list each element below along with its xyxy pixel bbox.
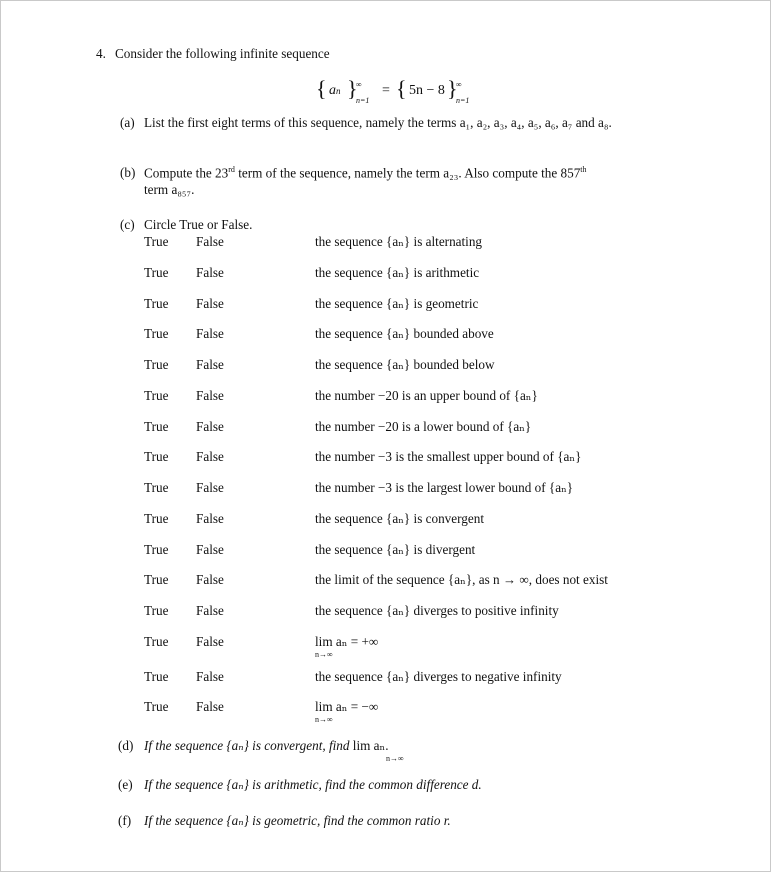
- true-option[interactable]: True: [144, 699, 169, 714]
- part-f-post: , find the common ratio r.: [317, 813, 451, 828]
- false-option[interactable]: False: [196, 296, 224, 311]
- statement-text: the sequence {aₙ} bounded above: [315, 326, 494, 341]
- true-option[interactable]: True: [144, 480, 169, 495]
- part-d-label: (d): [118, 738, 134, 753]
- statement-text: the number −20 is an upper bound of {aₙ}: [315, 388, 538, 403]
- true-option[interactable]: True: [144, 234, 169, 249]
- statement-text: the sequence {aₙ} bounded below: [315, 357, 495, 372]
- problem-intro: Consider the following infinite sequence: [115, 46, 330, 61]
- true-option[interactable]: True: [144, 388, 169, 403]
- false-option[interactable]: False: [196, 699, 224, 714]
- false-option[interactable]: False: [196, 449, 224, 464]
- statement-text: the sequence {aₙ} is geometric: [315, 296, 479, 311]
- statement-text: the number −3 is the largest lower bound of {aₙ}: [315, 480, 574, 495]
- part-a-label: (a): [120, 115, 135, 130]
- true-option[interactable]: True: [144, 265, 169, 280]
- limit-subscript: n→∞: [315, 650, 333, 659]
- part-b-mid: term of the sequence, namely the term a₂₃. Also compute the 857: [234, 165, 581, 181]
- false-option[interactable]: False: [196, 265, 224, 280]
- part-d-lim-sub: n→∞: [386, 754, 404, 763]
- part-f-kw: geometric: [264, 813, 317, 828]
- statement-text: the number −20 is a lower bound of {aₙ}: [315, 419, 532, 434]
- false-option[interactable]: False: [196, 419, 224, 434]
- part-e-label: (e): [118, 777, 133, 792]
- eq-a: an: [329, 83, 341, 98]
- eq-inf-1: ∞: [356, 80, 362, 89]
- part-d-lim: lim aₙ.: [352, 738, 389, 753]
- false-option[interactable]: False: [196, 357, 224, 372]
- statement-text: the limit of the sequence {aₙ}, as n → ∞, does not exist: [315, 572, 608, 587]
- true-option[interactable]: True: [144, 572, 169, 587]
- statement-text: the sequence {aₙ} is arithmetic: [315, 265, 480, 280]
- eq-equals: =: [382, 83, 390, 98]
- statement-text: the sequence {aₙ} is convergent: [315, 511, 484, 526]
- false-option[interactable]: False: [196, 634, 224, 649]
- statement-text: the sequence {aₙ} is divergent: [315, 542, 476, 557]
- part-c-instruction: Circle True or False.: [144, 217, 253, 232]
- false-option[interactable]: False: [196, 572, 224, 587]
- statement-text: the sequence {aₙ} diverges to negative infinity: [315, 669, 562, 684]
- part-d-pre: If the sequence {aₙ} is: [144, 738, 265, 753]
- false-option[interactable]: False: [196, 542, 224, 557]
- part-e-text: [144, 777, 482, 793]
- false-option[interactable]: False: [196, 388, 224, 403]
- false-option[interactable]: False: [196, 511, 224, 526]
- part-f-label: (f): [118, 813, 132, 828]
- part-b-line1: [144, 165, 587, 181]
- part-f-text: [144, 813, 451, 829]
- part-b-label: (b): [120, 165, 136, 180]
- part-d-post: , find: [322, 738, 353, 753]
- eq-formula: 5n − 8: [409, 83, 445, 98]
- true-option[interactable]: True: [144, 511, 169, 526]
- eq-inf-2: ∞: [456, 80, 462, 89]
- sequence-equation: [316, 72, 486, 112]
- false-option[interactable]: False: [196, 603, 224, 618]
- part-d-kw: convergent: [264, 738, 323, 753]
- false-option[interactable]: False: [196, 480, 224, 495]
- statement-text: the sequence {aₙ} is alternating: [315, 234, 483, 249]
- statement-text: the sequence {aₙ} diverges to positive infinity: [315, 603, 559, 618]
- false-option[interactable]: False: [196, 669, 224, 684]
- problem-number: 4.: [96, 46, 106, 61]
- true-option[interactable]: True: [144, 669, 169, 684]
- false-option[interactable]: False: [196, 326, 224, 341]
- false-option[interactable]: False: [196, 234, 224, 249]
- part-f-pre: If the sequence {aₙ} is: [144, 813, 265, 828]
- part-b-sup1: rd: [228, 165, 235, 174]
- eq-index-2: n=1: [456, 96, 470, 105]
- true-option[interactable]: True: [144, 542, 169, 557]
- part-b-line2: term a₈₅₇.: [144, 182, 195, 197]
- part-b-pre: Compute the 23: [144, 165, 229, 181]
- brace-open-2: {: [396, 76, 407, 101]
- brace-close: }: [347, 76, 358, 101]
- part-b-sup2: th: [580, 165, 587, 174]
- true-option[interactable]: True: [144, 296, 169, 311]
- brace-close-2: }: [447, 76, 458, 101]
- limit-subscript: n→∞: [315, 715, 333, 724]
- true-option[interactable]: True: [144, 357, 169, 372]
- true-option[interactable]: True: [144, 326, 169, 341]
- part-d-text: [144, 738, 389, 754]
- part-a-text: List the first eight terms of this sequence, namely the terms a₁, a₂, a₃, a₄, a₅, a₆, a₇ and a₈.: [144, 115, 612, 130]
- part-e-post: , find the common difference d.: [318, 777, 482, 792]
- brace-open: {: [316, 76, 327, 101]
- part-e-pre: If the sequence {aₙ} is: [144, 777, 265, 792]
- part-c-label: (c): [120, 217, 135, 232]
- true-option[interactable]: True: [144, 449, 169, 464]
- statement-text: lim aₙ = −∞: [315, 699, 379, 714]
- eq-index-1: n=1: [356, 96, 370, 105]
- true-option[interactable]: True: [144, 603, 169, 618]
- statement-text: the number −3 is the smallest upper bound of {aₙ}: [315, 449, 582, 464]
- statement-text: lim aₙ = +∞: [315, 634, 379, 649]
- true-option[interactable]: True: [144, 419, 169, 434]
- part-e-kw: arithmetic: [264, 777, 319, 792]
- true-option[interactable]: True: [144, 634, 169, 649]
